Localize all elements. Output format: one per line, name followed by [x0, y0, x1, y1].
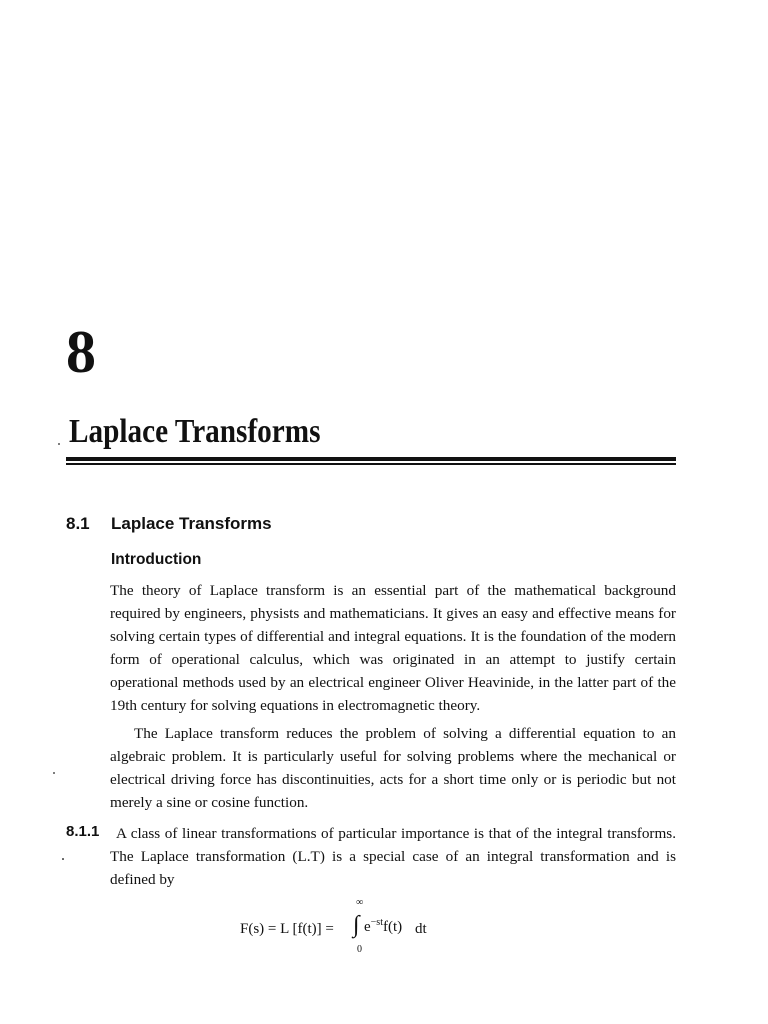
formula-integrand [364, 917, 402, 936]
integrand-function: f(t) [382, 919, 403, 935]
title-rule-thick [66, 457, 676, 461]
subsection-number: 8.1.1 [66, 823, 100, 840]
paragraph-second: The Laplace transform reduces the problem of solving a differential equation to an algebraic problem. It is particularly useful for solving problems where the mechanical or electrical driving force has discontinuities, acts for a short time only or is periodic but not merely a sine or cosine function. [110, 725, 676, 811]
formula-lhs: F(s) = L [f(t)] = [240, 921, 334, 937]
scan-speck [53, 772, 55, 774]
subsection-paragraph [110, 822, 676, 891]
integral-sign: ∫ [353, 912, 360, 938]
formula-differential: dt [415, 921, 427, 937]
section-number: 8.1 [66, 514, 90, 533]
formula-upper-limit: ∞ [356, 897, 364, 908]
integrand-exponent: −st [370, 917, 383, 928]
section-heading [66, 514, 272, 534]
integrand-base: e [364, 919, 371, 935]
title-rule-thin [66, 463, 676, 465]
section-subheading: Introduction [111, 551, 202, 568]
chapter-title: Laplace Transforms [69, 413, 321, 450]
formula-lower-limit: 0 [357, 944, 362, 955]
laplace-formula [240, 897, 460, 957]
scan-speck [62, 858, 64, 860]
scan-speck [58, 443, 60, 445]
section-title: Laplace Transforms [111, 514, 272, 533]
chapter-number: 8 [66, 319, 96, 385]
subsection-text: A class of linear transformations of particular importance is that of the integral transforms. The Laplace transformation (L.T) is a special case of an integral transformation and is defined by [110, 825, 676, 888]
paragraph-intro: The theory of Laplace transform is an essential part of the mathematical background required by engineers, physists and mathematicians. It gives an easy and effective means for solving certain types of differential and integral equations. It is the foundation of the modern form of operational calculus, which was originated in an attempt to justify certain operational methods used by an electrical engineer Oliver Heavinide, in the latter part of the 19th century for solving equations in electromagnetic theory. [110, 582, 676, 714]
